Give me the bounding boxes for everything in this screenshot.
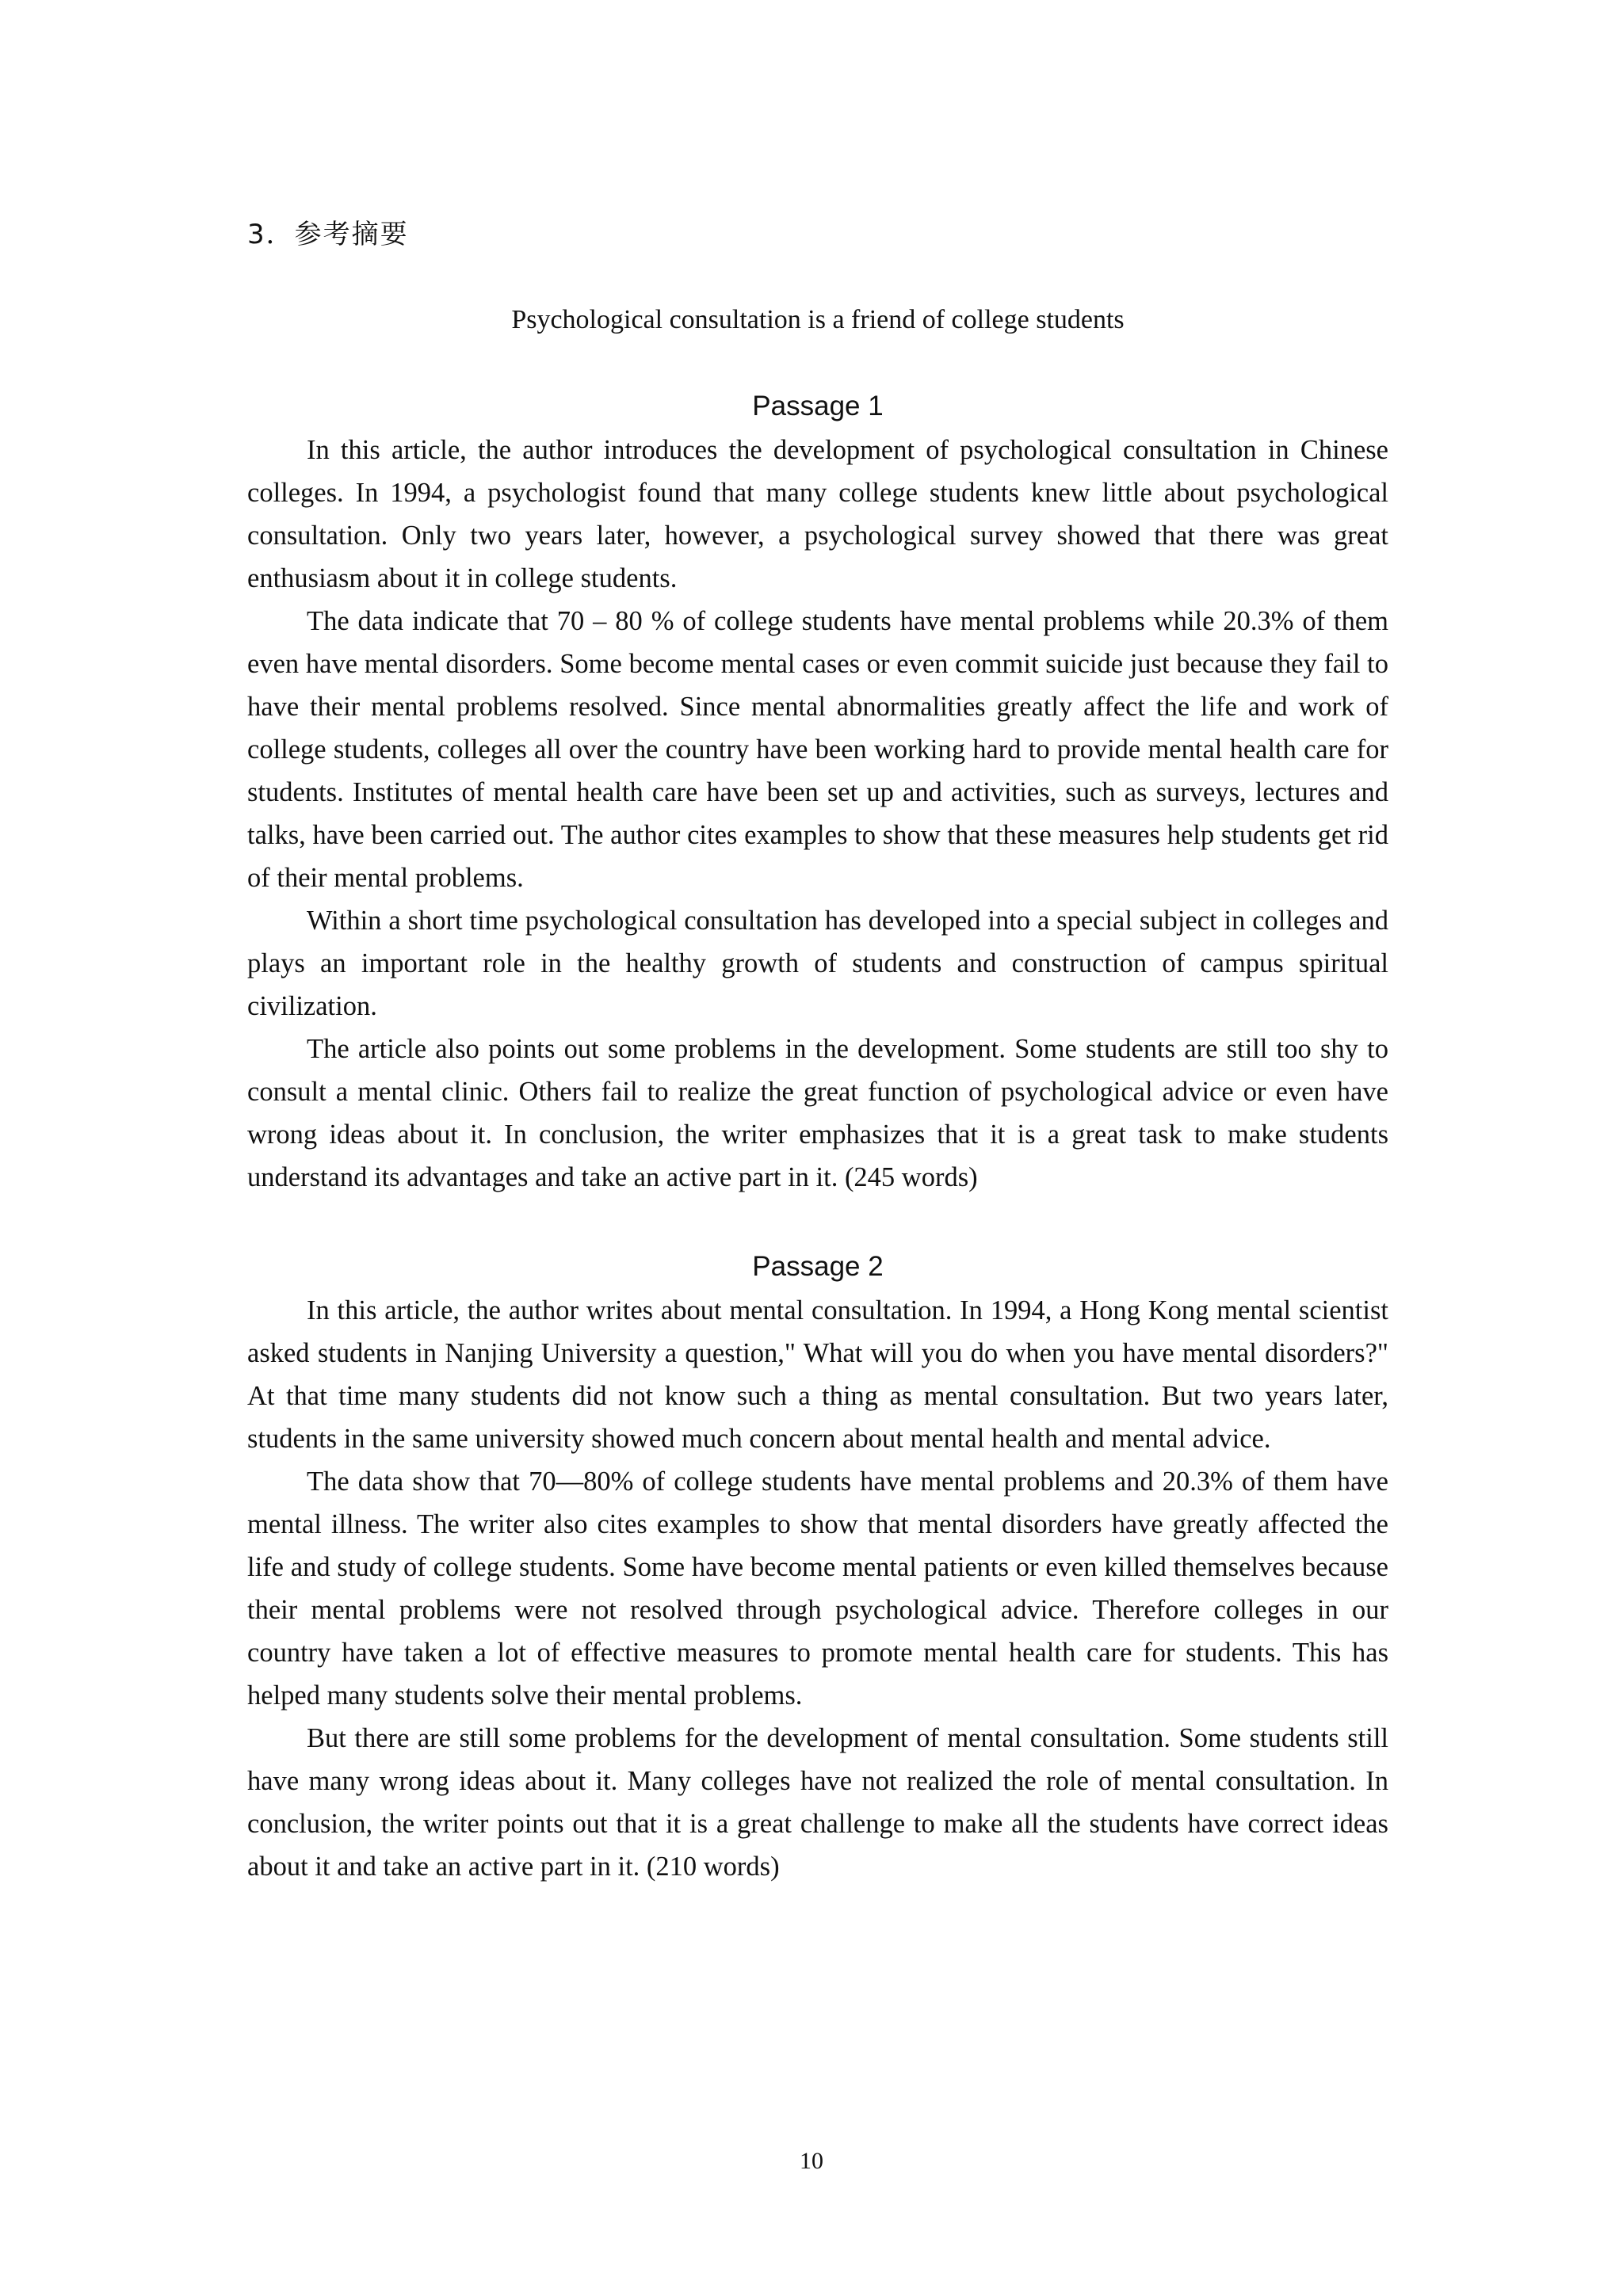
paragraph: The data indicate that 70 – 80 % of college students have mental problems while 20.3% of them even have mental disorders. Some become mental cases or even commit suicide just because they fail to have their mental problems resolved. Since mental abnormalities greatly affect the life and work of college students, colleges all over the country have been working hard to provide mental health care for students. Institutes of mental health care have been set up and activities, such as surveys, lectures and talks, have been carried out. The author cites examples to show that these measures help students get rid of their mental problems. — [247, 606, 1388, 893]
paragraph: In this article, the author introduces the development of psychological consultation in Chinese colleges. In 1994, a psychologist found that many college students knew little about psychological consultation. Only two years later, however, a psychological survey showed that there was great enthusiasm about it in college students. — [247, 435, 1388, 593]
paragraph: The data show that 70—80% of college students have mental problems and 20.3% of them have mental illness. The writer also cites examples to show that mental disorders have greatly affected the life and study of college students. Some have become mental patients or even killed themselves because their mental problems were not resolved through psychological advice. Therefore colleges in our country have taken a lot of effective measures to promote mental health care for students. This has helped many students solve their mental problems. — [247, 1466, 1388, 1711]
passage-heading: Passage 1 — [752, 391, 884, 421]
page-number: 10 — [800, 2148, 823, 2174]
paragraph: In this article, the author writes about mental consultation. In 1994, a Hong Kong mental scientist asked students in Nanjing University a question," What will you do when you have mental disorders?" At that time many students did not know such a thing as mental consultation. But two years later, students in the same university showed much concern about mental health and mental advice. — [247, 1295, 1388, 1454]
section-heading: 3．参考摘要 — [247, 219, 409, 250]
paragraph: But there are still some problems for the development of mental consultation. Some students still have many wrong ideas about it. Many colleges have not realized the role of mental consultation. In conclusion, the writer points out that it is a great challenge to make all the students have correct ideas about it and take an active part in it. (210 words) — [247, 1723, 1388, 1882]
passage-1 — [247, 386, 1388, 1199]
paragraph: Within a short time psychological consultation has developed into a special subject in colleges and plays an important role in the healthy growth of students and construction of campus spiritual civilization. — [247, 906, 1388, 1021]
passage-heading: Passage 2 — [752, 1251, 884, 1282]
paragraph: The article also points out some problems in the development. Some students are still too shy to consult a mental clinic. Others fail to realize the great function of psychological advice or even have wrong ideas about it. In conclusion, the writer emphasizes that it is a great task to make students understand its advantages and take an active part in it. (245 words) — [247, 1034, 1388, 1192]
passage-2 — [247, 1246, 1388, 1888]
document-title: Psychological consultation is a friend of college students — [511, 305, 1125, 334]
